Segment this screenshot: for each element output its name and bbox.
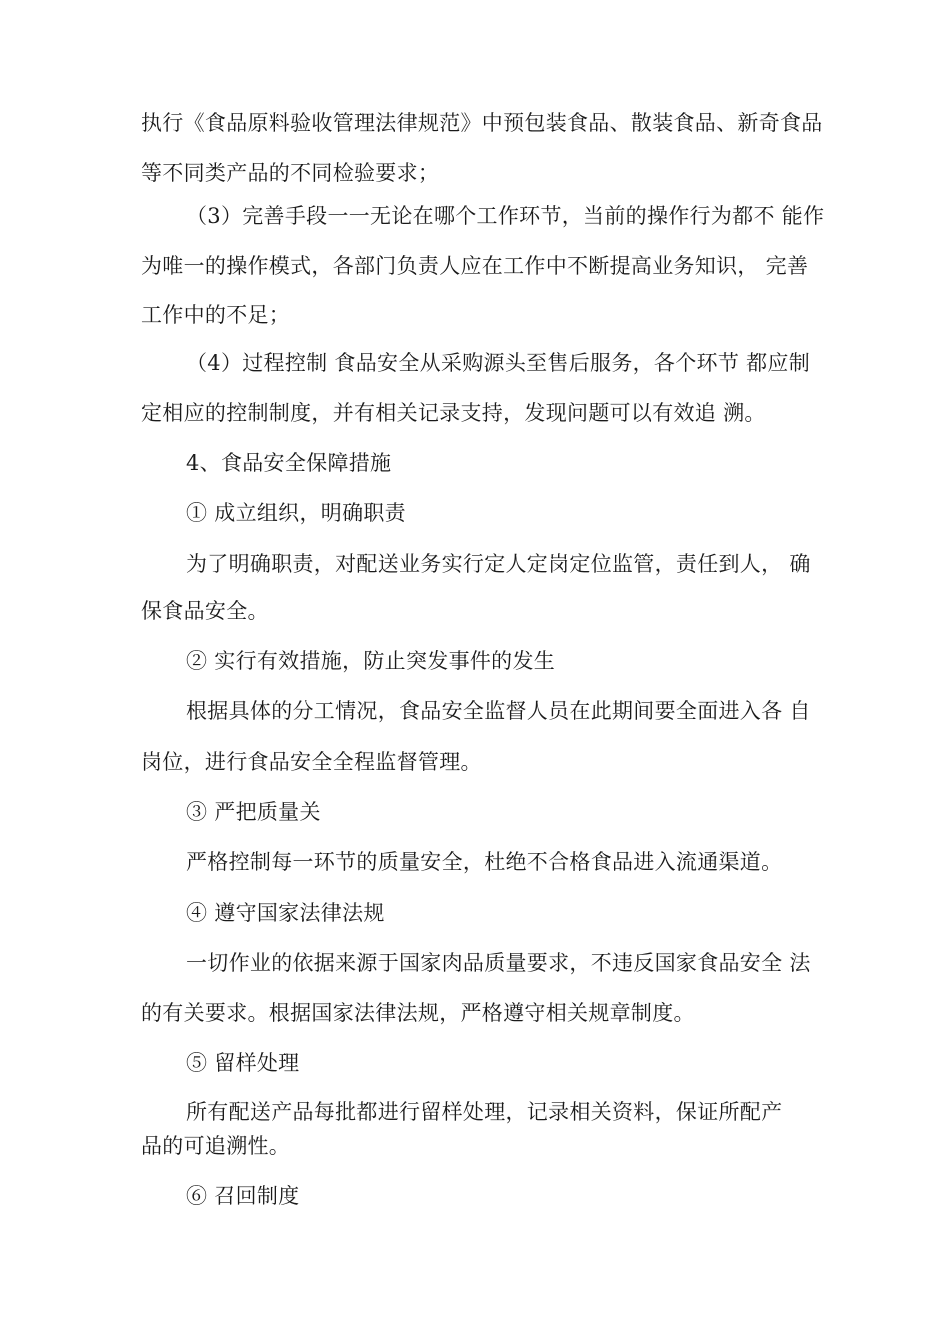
subsection-heading: ② 实行有效措施，防止突发事件的发生 <box>186 649 556 673</box>
text-line: 所有配送产品每批都进行留样处理，记录相关资料，保证所配产 <box>186 1100 783 1124</box>
text-line: 根据具体的分工情况，食品安全监督人员在此期间要全面进入各 自 <box>186 699 811 723</box>
subsection-heading: ④ 遵守国家法律法规 <box>186 901 385 925</box>
subsection-heading: ⑤ 留样处理 <box>186 1051 300 1075</box>
text-line: 岗位，进行食品安全全程监督管理。 <box>141 750 482 774</box>
text-line: 等不同类产品的不同检验要求； <box>141 161 440 185</box>
text-line: 工作中的不足； <box>141 303 291 327</box>
text-line: （3）完善手段一一无论在哪个工作环节，当前的操作行为都不 能作 <box>186 204 825 228</box>
subsection-heading: ③ 严把质量关 <box>186 800 321 824</box>
subsection-heading: ⑥ 召回制度 <box>186 1184 300 1208</box>
text-line: 品的可追溯性。 <box>141 1134 291 1158</box>
text-line: 为唯一的操作模式，各部门负责人应在工作中不断提高业务知识， 完善 <box>141 254 809 278</box>
text-line: 的有关要求。根据国家法律法规，严格遵守相关规章制度。 <box>141 1001 695 1025</box>
text-line: 为了明确职责，对配送业务实行定人定岗定位监管，责任到人， 确 <box>186 552 811 576</box>
text-line: （4）过程控制 食品安全从采购源头至售后服务，各个环节 都应制 <box>186 351 811 375</box>
subsection-heading: ① 成立组织，明确职责 <box>186 501 406 525</box>
text-line: 保食品安全。 <box>141 599 269 623</box>
text-line: 一切作业的依据来源于国家肉品质量要求，不违反国家食品安全 法 <box>186 951 811 975</box>
text-line: 执行《食品原料验收管理法律规范》中预包装食品、散装食品、新奇食品 <box>141 111 823 135</box>
text-line: 定相应的控制制度，并有相关记录支持，发现问题可以有效追 溯。 <box>141 401 766 425</box>
text-line: 严格控制每一环节的质量安全，杜绝不合格食品进入流通渠道。 <box>186 850 783 874</box>
section-heading: 4、食品安全保障措施 <box>186 451 392 475</box>
